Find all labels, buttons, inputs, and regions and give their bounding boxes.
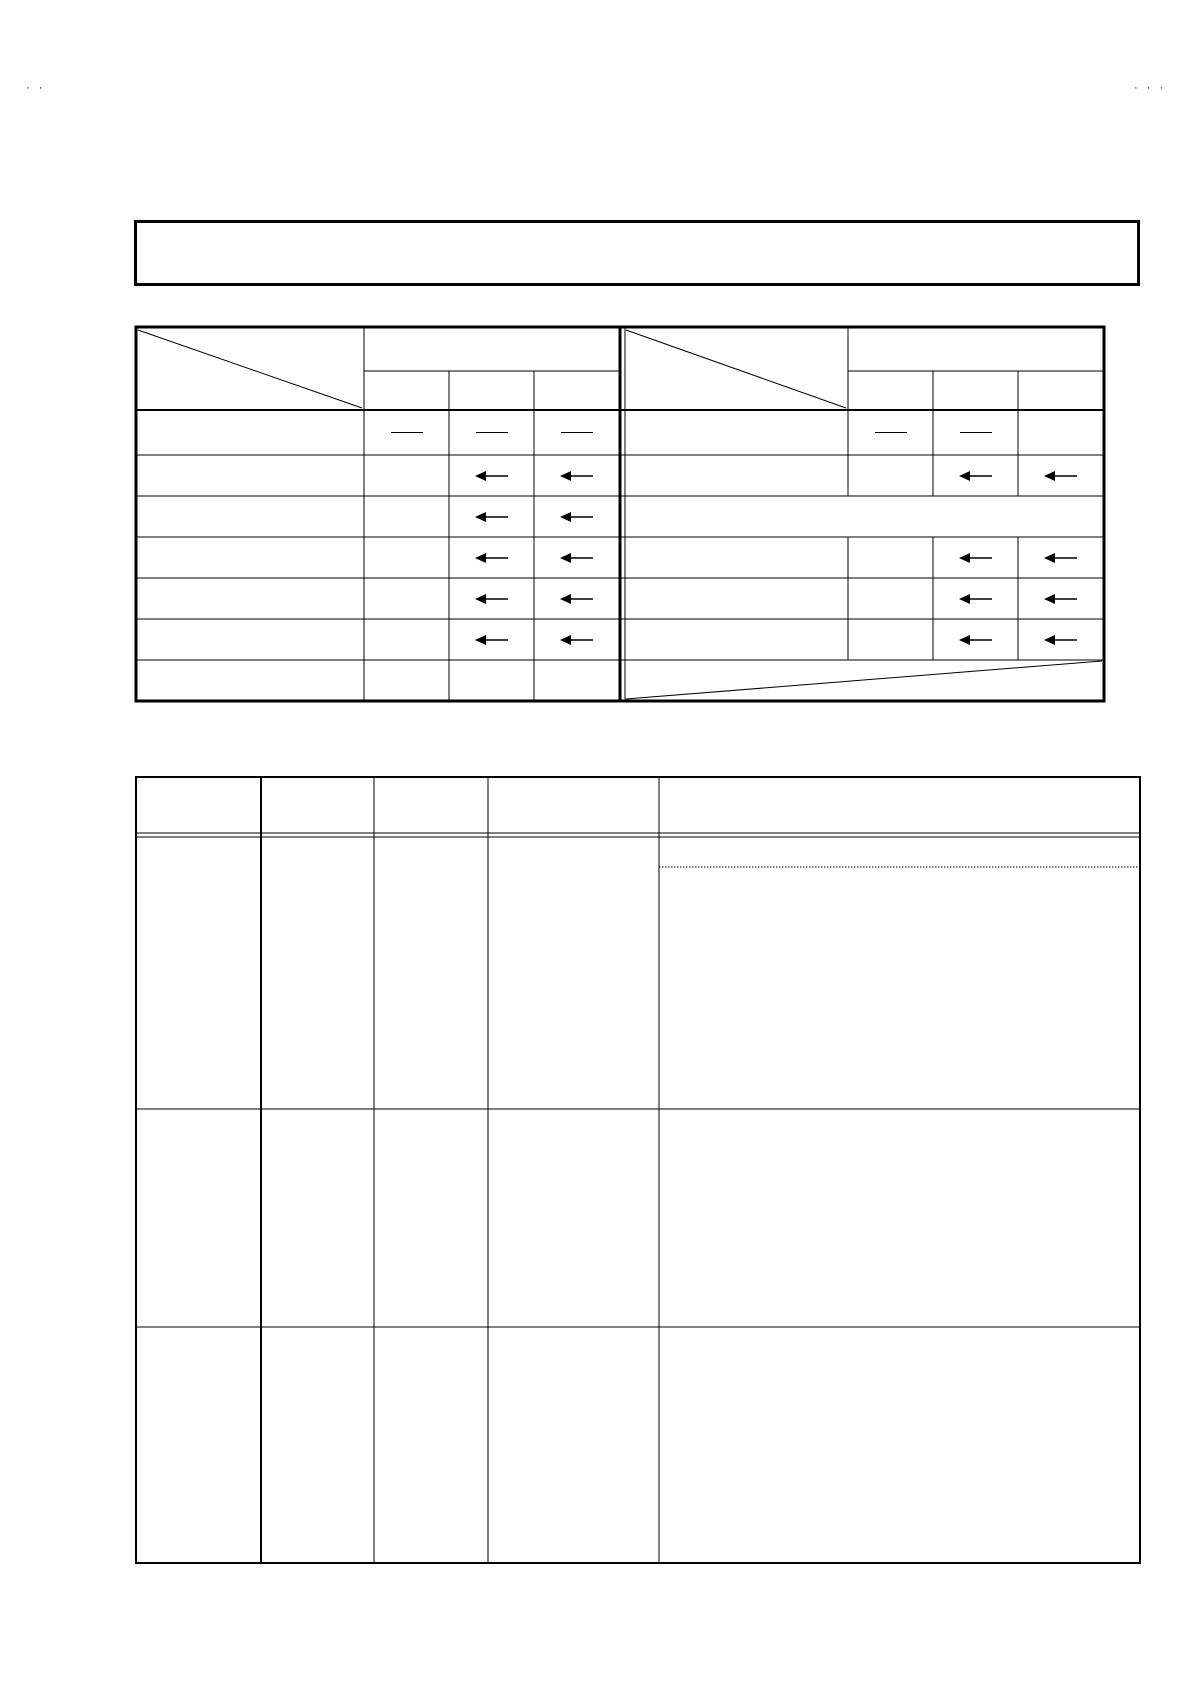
corner-mark-left: · · (26, 82, 46, 94)
left-arrow-icon (560, 470, 594, 482)
title-box (134, 220, 1140, 286)
left-arrow-icon (959, 593, 993, 605)
left-arrow-icon (560, 511, 594, 523)
left-arrow-icon (475, 511, 509, 523)
left-arrow-icon (959, 634, 993, 646)
detail-col-header (136, 777, 261, 833)
left-arrow-icon (959, 470, 993, 482)
corner-mark-right: · · · (1134, 82, 1167, 94)
dash-mark (875, 432, 907, 433)
left-arrow-icon (560, 593, 594, 605)
detail-col-header (488, 777, 659, 833)
left-arrow-icon (1044, 593, 1078, 605)
left-arrow-icon (1044, 634, 1078, 646)
detail-col-header (659, 777, 1140, 833)
dash-mark (391, 432, 423, 433)
detail-col-header (261, 777, 374, 833)
left-arrow-icon (560, 552, 594, 564)
left-arrow-icon (475, 470, 509, 482)
left-arrow-icon (959, 552, 993, 564)
left-arrow-icon (475, 552, 509, 564)
settings-table (0, 0, 1190, 720)
dash-mark (960, 432, 992, 433)
dash-mark (476, 432, 508, 433)
detail-col-header (374, 777, 488, 833)
left-arrow-icon (1044, 552, 1078, 564)
left-arrow-icon (475, 634, 509, 646)
left-arrow-icon (1044, 470, 1078, 482)
left-arrow-icon (560, 634, 594, 646)
left-arrow-icon (475, 593, 509, 605)
dash-mark (561, 432, 593, 433)
